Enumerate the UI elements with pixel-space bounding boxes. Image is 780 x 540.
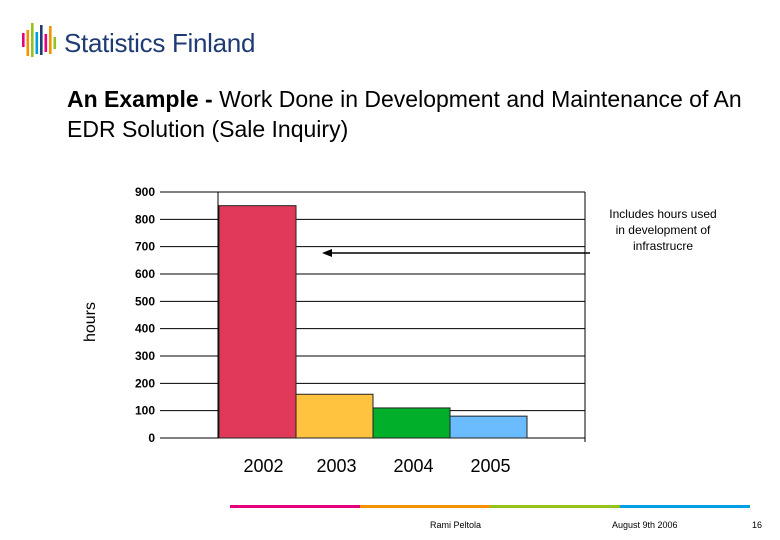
bar-2004 [373, 408, 450, 438]
footer-page-number: 16 [752, 520, 763, 530]
x-tick-label: 2002 [243, 456, 284, 476]
y-tick-label: 700 [134, 239, 155, 254]
bar-2005 [450, 416, 527, 438]
brand-name: Statistics Finland [64, 28, 256, 58]
footer-rule-segment [360, 505, 490, 508]
bar-2003 [296, 394, 373, 438]
y-tick-label: 0 [148, 431, 155, 445]
y-tick-label: 900 [134, 185, 155, 199]
x-axis-ticks [243, 456, 510, 476]
y-tick-label: 600 [134, 267, 155, 281]
footer-date: August 9th 2006 [612, 520, 678, 530]
y-tick-label: 200 [134, 376, 155, 391]
x-tick-label: 2005 [470, 456, 511, 476]
y-tick-label: 100 [134, 403, 155, 418]
y-tick-label: 800 [134, 212, 155, 227]
y-axis-ticks [135, 185, 155, 445]
footer-rule-segment [230, 505, 360, 508]
annotation [322, 198, 738, 260]
bar-2002 [219, 206, 296, 438]
annotation-arrow-head [322, 249, 332, 257]
footer-rule [230, 505, 750, 508]
footer-author: Rami Peltola [430, 520, 482, 530]
slide-title-bold: An Example - [67, 86, 220, 112]
slide-title-rest: Work Done in Development and Maintenance of An EDR Solution (Sale Inquiry) [67, 86, 742, 142]
x-tick-label: 2004 [393, 456, 434, 476]
y-tick-label: 300 [134, 349, 155, 363]
y-axis-label: hours [82, 301, 99, 343]
annotation-text: infrastrucre [632, 239, 694, 253]
y-tick-label: 400 [134, 321, 155, 336]
x-tick-label: 2003 [316, 456, 357, 476]
footer-rule-segment [490, 505, 620, 508]
annotation-text: Includes hours used [609, 207, 717, 221]
footer-rule-segment [620, 505, 750, 508]
annotation-text: in development of [615, 223, 711, 237]
y-tick-label: 500 [134, 294, 155, 309]
bars [219, 206, 527, 438]
